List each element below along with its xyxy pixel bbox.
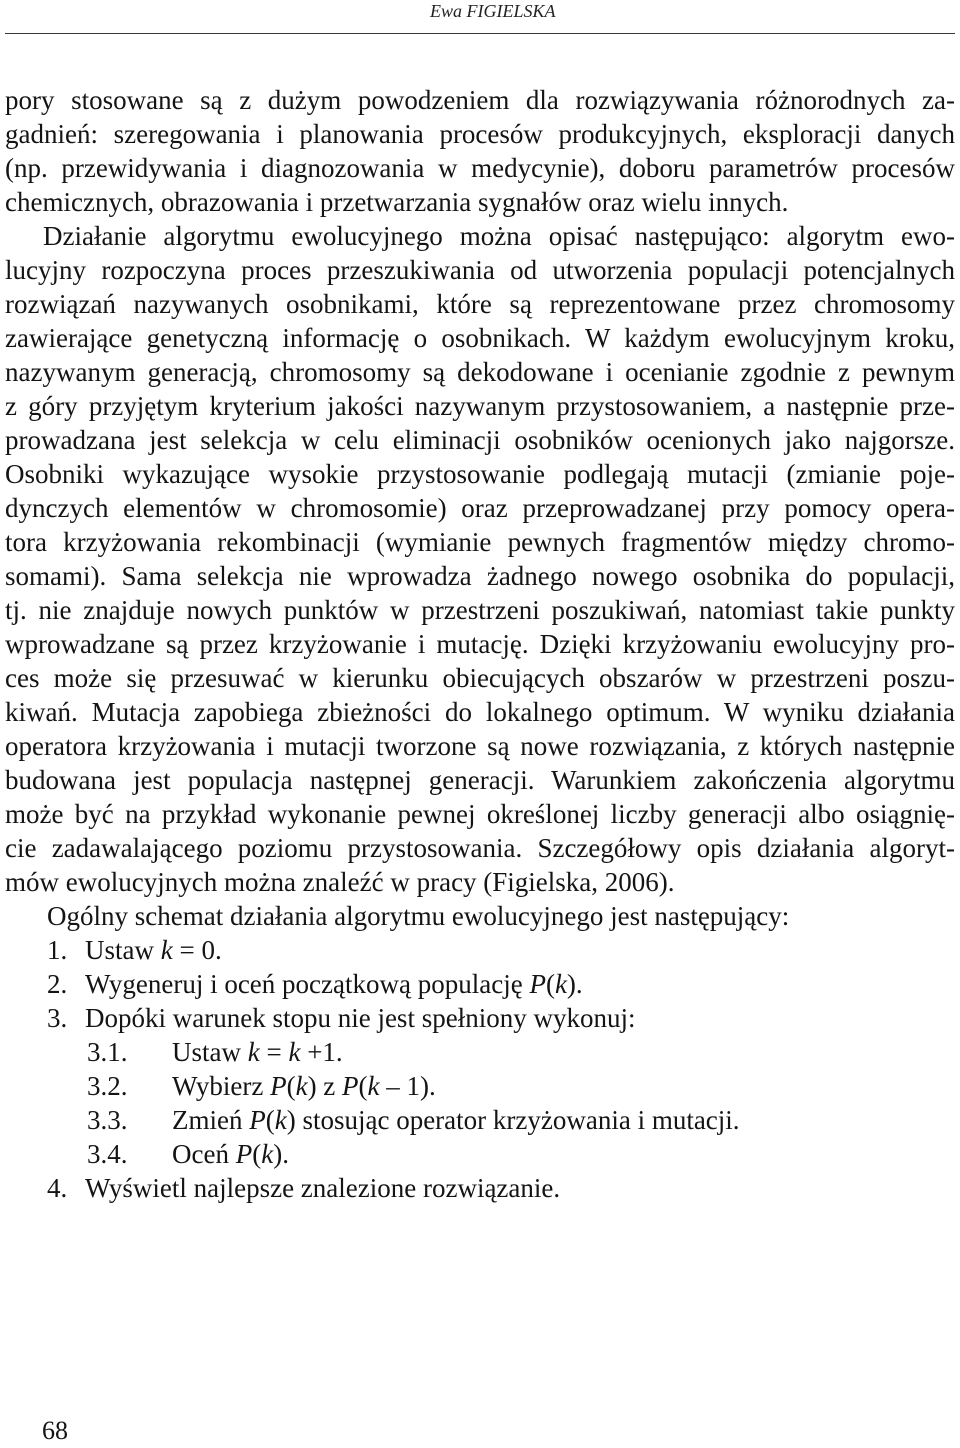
body-line: cie zadawalającego poziomu przystosowania. Szczegółowy opis działania algoryt- [5, 833, 955, 863]
math-variable: k [367, 1071, 380, 1101]
math-variable: P [529, 969, 546, 999]
math-variable: k [247, 1037, 260, 1067]
step-3-4 [5, 1137, 955, 1171]
body-line: budowana jest populacja następnej generacji. Warunkiem zakończenia algorytmu [5, 765, 955, 795]
step-2 [5, 967, 955, 1001]
step-text-part: Ustaw [172, 1037, 248, 1067]
body-line: może być na przykład wykonanie pewnej określonej liczby generacji albo osiągnię- [5, 799, 955, 829]
step-text-part: ( [358, 1071, 368, 1101]
step-text-part: Oceń [172, 1139, 236, 1169]
step-text-part: +1. [300, 1037, 343, 1067]
math-variable: k [554, 969, 567, 999]
step-number: 3.3. [87, 1105, 128, 1135]
math-variable: P [249, 1105, 266, 1135]
step-number: 3.2. [87, 1071, 128, 1101]
step-3-1 [5, 1035, 955, 1069]
step-text-part: Ustaw [85, 935, 161, 965]
step-text-part: Dopóki warunek stopu nie jest spełniony wykonuj: [85, 1003, 636, 1033]
math-variable: k [261, 1139, 274, 1169]
body-line: ces może się przesuwać w kierunku obiecujących obszarów w przestrzeni poszu- [5, 663, 955, 693]
math-variable: P [342, 1071, 359, 1101]
body-line: chemicznych, obrazowania i przetwarzania sygnałów oraz wielu innych. [5, 187, 789, 217]
math-variable: k [274, 1105, 287, 1135]
step-number: 2. [47, 969, 68, 999]
body-line: tora krzyżowania rekombinacji (wymianie pewnych fragmentów między chromo- [5, 527, 955, 557]
step-text-part: ( [265, 1105, 275, 1135]
step-text-part: ( [545, 969, 555, 999]
step-3 [5, 1001, 955, 1035]
step-text-part: Wygeneruj i oceń początkową populację [85, 969, 530, 999]
step-text [172, 1035, 343, 1069]
body-line: Osobniki wykazujące wysokie przystosowanie podlegają mutacji (zmianie poje- [5, 459, 955, 489]
algorithm-steps [5, 933, 955, 1205]
body-line: wprowadzane są przez krzyżowanie i mutację. Dzięki krzyżowaniu ewolucyjny pro- [5, 629, 955, 659]
step-3-3 [5, 1103, 955, 1137]
math-variable: k [288, 1037, 301, 1067]
math-variable: P [270, 1071, 287, 1101]
body-line: dynczych elementów w chromosomie) oraz przeprowadzanej przy pomocy opera- [5, 493, 955, 523]
body-text [5, 83, 955, 1205]
math-variable: k [295, 1071, 308, 1101]
step-3-2 [5, 1069, 955, 1103]
body-line: nazywanym generacją, chromosomy są dekodowane i ocenianie zgodnie z pewnym [5, 357, 955, 387]
step-text-part: – 1). [379, 1071, 436, 1101]
body-line: rozwiązań nazywanych osobnikami, które są reprezentowane przez chromosomy [5, 289, 955, 319]
step-text-part: ) stosując operator krzyżowania i mutacji. [286, 1105, 740, 1135]
math-variable: P [235, 1139, 253, 1169]
step-text [85, 933, 222, 967]
step-text-part: Wybierz [172, 1071, 271, 1101]
step-number: 3.4. [87, 1139, 128, 1169]
step-number: 1. [47, 935, 68, 965]
step-text-part: Zmień [172, 1105, 250, 1135]
body-line: lucyjny rozpoczyna proces przeszukiwania od utworzenia populacji potencjalnych [5, 255, 955, 285]
body-line: z góry przyjętym kryterium jakości nazywanym przystosowaniem, a następnie prze- [5, 391, 955, 421]
page-number: 68 [42, 1416, 68, 1445]
body-line: pory stosowane są z dużym powodzeniem dla rozwiązywania różnorodnych za- [5, 85, 955, 115]
step-4 [5, 1171, 955, 1205]
step-text [85, 967, 583, 1001]
body-line: somami). Sama selekcja nie wprowadza żadnego nowego osobnika do populacji, [5, 561, 955, 591]
body-line: zawierające genetyczną informację o osobnikach. W każdym ewolucyjnym kroku, [5, 323, 955, 353]
list-intro: Ogólny schemat działania algorytmu ewolucyjnego jest następujący: [47, 901, 790, 931]
step-text [172, 1103, 740, 1137]
running-head-author: Ewa FIGIELSKA [430, 1, 556, 21]
step-number: 3. [47, 1003, 68, 1033]
paragraph-2 [5, 219, 955, 899]
body-line: tj. nie znajduje nowych punktów w przestrzeni poszukiwań, natomiast takie punkty [5, 595, 955, 625]
step-text-part: = 0. [172, 935, 222, 965]
body-line: kiwań. Mutacja zapobiega zbieżności do lokalnego optimum. W wyniku działania [5, 697, 955, 727]
step-text-part: ( [252, 1139, 262, 1169]
step-1 [5, 933, 955, 967]
step-number: 4. [47, 1173, 68, 1203]
step-text-part: ) z [307, 1071, 343, 1101]
paragraph-1 [5, 83, 955, 219]
step-number: 3.1. [87, 1037, 128, 1067]
math-variable: k [160, 935, 173, 965]
step-text-part: ). [273, 1139, 289, 1169]
body-line: operatora krzyżowania i mutacji tworzone są nowe rozwiązania, z których następnie [5, 731, 955, 761]
step-text-part: ). [566, 969, 583, 999]
body-line: mów ewolucyjnych można znaleźć w pracy (Figielska, 2006). [5, 867, 675, 897]
step-text [85, 1001, 635, 1035]
body-line: Działanie algorytmu ewolucyjnego można opisać następująco: algorytm ewo- [43, 221, 955, 251]
header-rule [5, 33, 955, 34]
step-text-part: = [259, 1037, 289, 1067]
step-text [172, 1137, 289, 1171]
step-text [85, 1171, 560, 1205]
body-line: (np. przewidywania i diagnozowania w medycynie), doboru parametrów procesów [5, 153, 955, 183]
step-text-part: ( [286, 1071, 296, 1101]
body-line: gadnień: szeregowania i planowania procesów produkcyjnych, eksploracji danych [5, 119, 955, 149]
step-text [172, 1069, 436, 1103]
step-text-part: Wyświetl najlepsze znalezione rozwiązanie. [85, 1173, 561, 1203]
body-line: prowadzana jest selekcja w celu eliminacji osobników ocenionych jako najgorsze. [5, 425, 955, 455]
